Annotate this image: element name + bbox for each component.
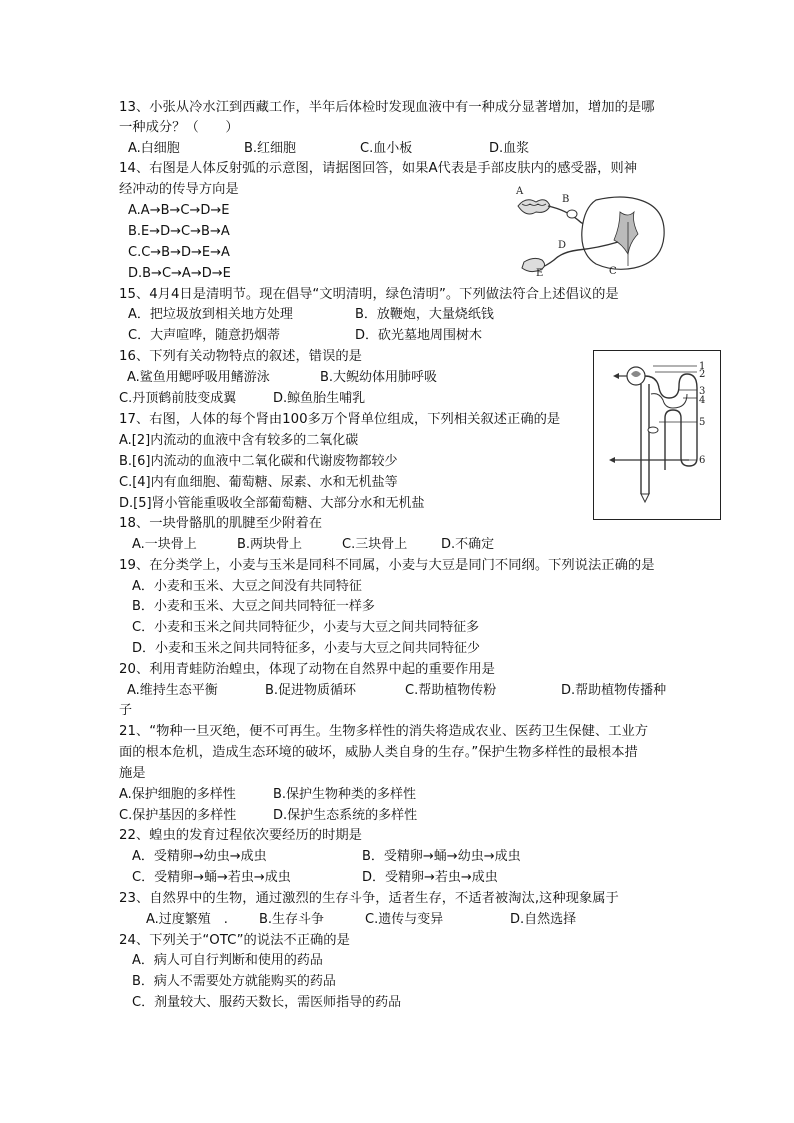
q14-option-b: B.E→D→C→B→A (128, 224, 230, 239)
q21-option-d: D.保护生态系统的多样性 (273, 808, 418, 823)
label-5: 5 (699, 417, 706, 428)
q15-option-c: C．大声喧哗，随意扔烟蒂 (128, 328, 281, 343)
q15-option-b: B．放鞭炮，大量烧纸钱 (355, 307, 494, 322)
q24-option-c: C．剂量较大、服药天数长，需医师指导的药品 (132, 995, 402, 1010)
q22-option-d: D．受精卵→若虫→成虫 (362, 870, 498, 885)
q19-option-a: A．小麦和玉米、大豆之间没有共同特征 (132, 579, 362, 594)
label-b: B (562, 194, 570, 205)
q20-option-a: A.维持生态平衡 (127, 683, 218, 698)
q14-stem-line1: 14、右图是人体反射弧的示意图，请据图回答，如果A代表是手部皮肤内的感受器，则神 (119, 161, 637, 176)
q23-stem: 23、自然界中的生物，通过激烈的生存斗争，适者生存，不适者被淘汰,这种现象属于 (119, 891, 619, 906)
q13-stem-line1: 13、小张从冷水江到西藏工作，半年后体检时发现血液中有一种成分显著增加，增加的是哪 (119, 100, 655, 115)
q19-option-d: D．小麦和玉米之间共同特征多，小麦与大豆之间共同特征少 (132, 641, 481, 656)
q21-option-c: C.保护基因的多样性 (119, 808, 237, 823)
label-2: 2 (699, 369, 706, 380)
q24-option-a: A．病人可自行判断和使用的药品 (132, 953, 323, 968)
q18-option-d: D.不确定 (441, 537, 495, 552)
q17-stem: 17、右图，人体的每个肾由100多万个肾单位组成，下列相关叙述正确的是 (119, 412, 561, 427)
q17-option-d: D.[5]肾小管能重吸收全部葡萄糖、大部分水和无机盐 (119, 496, 425, 511)
label-4: 4 (699, 395, 706, 406)
q23-option-d: D.自然选择 (510, 912, 577, 927)
q18-option-a: A.一块骨上 (132, 537, 197, 552)
q22-option-b: B．受精卵→蛹→幼虫→成虫 (362, 849, 521, 864)
q15-option-a: A．把垃圾放到相关地方处理 (128, 307, 293, 322)
q18-option-b: B.两块骨上 (237, 537, 303, 552)
q17-option-c: C.[4]内有血细胞、葡萄糖、尿素、水和无机盐等 (119, 475, 398, 490)
q21-option-a: A.保护细胞的多样性 (119, 787, 236, 802)
q24-stem: 24、下列关于“OTC”的说法不正确的是 (119, 933, 350, 948)
label-e: E (536, 268, 544, 278)
q16-option-c: C.丹顶鹤前肢变成翼 (119, 391, 237, 406)
q18-option-c: C.三块骨上 (342, 537, 408, 552)
nephron-figure (593, 350, 721, 520)
label-d: D (558, 240, 567, 251)
label-6: 6 (699, 455, 706, 466)
q13-option-c: C.血小板 (360, 141, 413, 156)
q20-option-b: B.促进物质循环 (265, 683, 357, 698)
q13-option-d: D.血浆 (489, 141, 530, 156)
q16-option-a: A.鲨鱼用鳃呼吸用鳍游泳 (127, 370, 270, 385)
q15-stem: 15、4月4日是清明节。现在倡导“文明清明，绿色清明”。下列做法符合上述倡议的是 (119, 287, 619, 302)
q19-option-b: B．小麦和玉米、大豆之间共同特征一样多 (132, 599, 375, 614)
q17-option-a: A.[2]内流动的血液中含有较多的二氧化碳 (119, 433, 359, 448)
reflex-arc-figure (512, 182, 672, 278)
q22-option-a: A．受精卵→幼虫→成虫 (132, 849, 267, 864)
q16-stem: 16、下列有关动物特点的叙述，错误的是 (119, 349, 362, 364)
q23-option-c: C.遗传与变异 (365, 912, 444, 927)
q13-option-a: A.白细胞 (128, 141, 180, 156)
q21-option-b: B.保护生物种类的多样性 (273, 787, 417, 802)
q19-stem: 19、在分类学上，小麦与玉米是同科不同属，小麦与大豆是同门不同纲。下列说法正确的是 (119, 558, 655, 573)
q21-stem-line2: 面的根本危机，造成生态环境的破坏，威胁人类自身的生存。”保护生物多样性的最根本措 (119, 745, 638, 760)
q20-option-c: C.帮助植物传粉 (405, 683, 497, 698)
label-c: C (609, 266, 617, 277)
q13-stem-line2: 一种成分？（ ） (119, 120, 239, 135)
q14-option-d: D.B→C→A→D→E (128, 266, 231, 281)
label-a: A (516, 186, 524, 197)
q24-option-b: B．病人不需要处方就能购买的药品 (132, 974, 336, 989)
q19-option-c: C．小麦和玉米之间共同特征少，小麦与大豆之间共同特征多 (132, 620, 480, 635)
label-1: 1 (699, 361, 706, 372)
q20-option-d: D.帮助植物传播种 (561, 683, 667, 698)
q21-stem-line1: 21、“物种一旦灭绝，便不可再生。生物多样性的消失将造成农业、医药卫生保健、工业方 (119, 724, 649, 739)
q23-option-a: A.过度繁殖 . (146, 912, 228, 927)
q23-option-b: B.生存斗争 (259, 912, 325, 927)
q20-stem: 20、利用青蛙防治蝗虫，体现了动物在自然界中起的重要作用是 (119, 662, 495, 677)
q14-option-c: C.C→B→D→E→A (128, 245, 230, 260)
q17-option-b: B.[6]内流动的血液中二氧化碳和代谢废物都较少 (119, 454, 398, 469)
q22-option-c: C．受精卵→蛹→若虫→成虫 (132, 870, 291, 885)
q15-option-d: D．砍光墓地周围树木 (355, 328, 483, 343)
q14-stem-line2: 经冲动的传导方向是 (119, 182, 239, 197)
q20-option-d-wrap: 子 (119, 703, 133, 718)
q16-option-d: D.鲸鱼胎生哺乳 (273, 391, 366, 406)
q13-option-b: B.红细胞 (244, 141, 297, 156)
q18-stem: 18、一块骨骼肌的肌腱至少附着在 (119, 516, 323, 531)
label-3: 3 (699, 386, 706, 397)
q14-option-a: A.A→B→C→D→E (128, 203, 230, 218)
q16-option-b: B.大鲵幼体用肺呼吸 (320, 370, 438, 385)
q21-stem-line3: 施是 (119, 766, 146, 781)
q22-stem: 22、蝗虫的发育过程依次要经历的时期是 (119, 828, 362, 843)
